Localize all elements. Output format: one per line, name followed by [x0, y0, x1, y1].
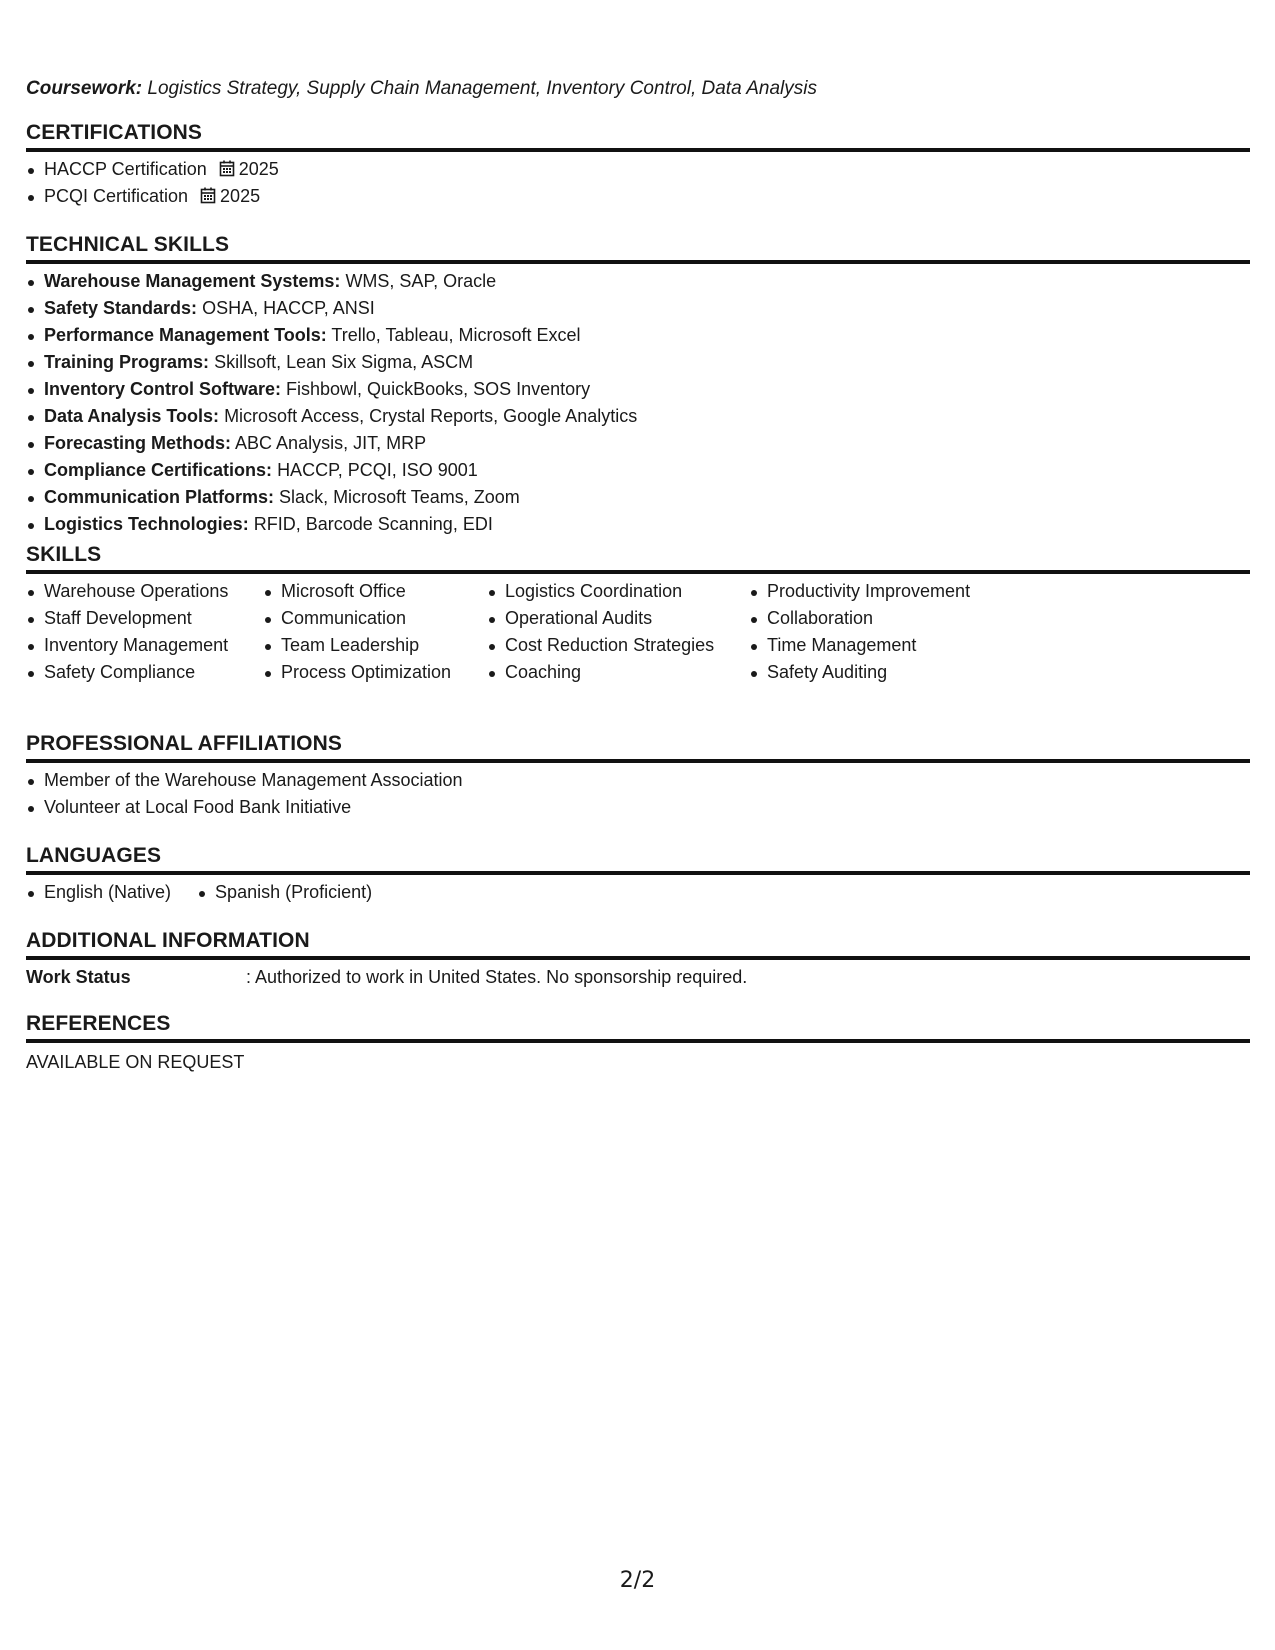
references-text: AVAILABLE ON REQUEST — [26, 1052, 245, 1072]
work-status-label: Work Status — [26, 967, 131, 987]
list-item: Process Optimization — [263, 659, 487, 686]
list-item: Volunteer at Local Food Bank Initiative — [26, 794, 1250, 821]
work-status-value: : Authorized to work in United States. No sponsorship required. — [246, 967, 748, 987]
section-divider — [26, 956, 1250, 960]
section-divider — [26, 570, 1250, 574]
skills-columns — [26, 578, 1250, 686]
tech-skill-value: Trello, Tableau, Microsoft Excel — [331, 325, 581, 345]
technical-skills-list — [26, 268, 1250, 538]
section-title-references: REFERENCES — [26, 1012, 171, 1035]
list-item — [26, 376, 1250, 403]
section-divider — [26, 871, 1250, 875]
list-item — [26, 430, 1250, 457]
tech-skill-value: Fishbowl, QuickBooks, SOS Inventory — [286, 379, 591, 399]
tech-skill-label: Warehouse Management Systems: — [44, 271, 341, 291]
section-title-languages: LANGUAGES — [26, 844, 162, 867]
list-item: Inventory Management — [26, 632, 263, 659]
skills-column — [263, 578, 487, 686]
list-item: Communication — [263, 605, 487, 632]
list-item — [26, 322, 1250, 349]
tech-skill-value: RFID, Barcode Scanning, EDI — [253, 514, 493, 534]
skills-section — [26, 542, 1250, 686]
section-divider — [26, 148, 1250, 152]
tech-skill-label: Compliance Certifications: — [44, 460, 273, 480]
section-divider — [26, 1039, 1250, 1043]
list-item: English (Native) — [26, 879, 171, 906]
tech-skill-value: OSHA, HACCP, ANSI — [202, 298, 375, 318]
list-item: Team Leadership — [263, 632, 487, 659]
list-item: Time Management — [749, 632, 1009, 659]
list-item — [26, 349, 1250, 376]
certifications-section — [26, 120, 1250, 210]
list-item: Microsoft Office — [263, 578, 487, 605]
coursework-line — [26, 78, 817, 100]
skills-column — [26, 578, 263, 686]
list-item: Safety Auditing — [749, 659, 1009, 686]
languages-list — [26, 879, 1250, 906]
tech-skill-label: Safety Standards: — [44, 298, 198, 318]
calendar-icon — [200, 185, 216, 212]
references-section — [26, 1011, 1250, 1076]
languages-section — [26, 843, 1250, 906]
section-divider — [26, 759, 1250, 763]
certification-year: 2025 — [220, 186, 261, 206]
list-item — [26, 156, 1250, 183]
list-item: Spanish (Proficient) — [197, 879, 372, 906]
certification-year: 2025 — [238, 159, 279, 179]
tech-skill-label: Data Analysis Tools: — [44, 406, 220, 426]
list-item — [26, 484, 1250, 511]
tech-skill-label: Communication Platforms: — [44, 487, 275, 507]
section-title-additional-info: ADDITIONAL INFORMATION — [26, 929, 310, 952]
coursework-text: Logistics Strategy, Supply Chain Management, Inventory Control, Data Analysis — [147, 78, 817, 99]
list-item: Operational Audits — [487, 605, 749, 632]
additional-info-section — [26, 928, 1250, 991]
list-item — [26, 511, 1250, 538]
page-number: 2/2 — [619, 1568, 656, 1593]
section-divider — [26, 260, 1250, 264]
tech-skill-label: Logistics Technologies: — [44, 514, 249, 534]
list-item: Coaching — [487, 659, 749, 686]
list-item: Productivity Improvement — [749, 578, 1009, 605]
list-item: Collaboration — [749, 605, 1009, 632]
tech-skill-label: Training Programs: — [44, 352, 210, 372]
list-item: Member of the Warehouse Management Association — [26, 767, 1250, 794]
certifications-list — [26, 156, 1250, 210]
certification-name: PCQI Certification — [44, 186, 189, 206]
tech-skill-value: WMS, SAP, Oracle — [345, 271, 497, 291]
list-item: Safety Compliance — [26, 659, 263, 686]
skills-column — [487, 578, 749, 686]
tech-skill-value: ABC Analysis, JIT, MRP — [235, 433, 427, 453]
section-title-technical-skills: TECHNICAL SKILLS — [26, 233, 230, 256]
list-item: Staff Development — [26, 605, 263, 632]
list-item — [26, 457, 1250, 484]
tech-skill-label: Forecasting Methods: — [44, 433, 232, 453]
affiliations-list — [26, 767, 1250, 821]
tech-skill-value: HACCP, PCQI, ISO 9001 — [277, 460, 478, 480]
tech-skill-value: Skillsoft, Lean Six Sigma, ASCM — [214, 352, 474, 372]
tech-skill-value: Microsoft Access, Crystal Reports, Google Analytics — [224, 406, 638, 426]
work-status-row — [26, 964, 1250, 991]
tech-skill-label: Performance Management Tools: — [44, 325, 327, 345]
list-item — [26, 295, 1250, 322]
list-item: Cost Reduction Strategies — [487, 632, 749, 659]
list-item — [26, 268, 1250, 295]
calendar-icon — [219, 158, 235, 185]
section-title-affiliations: PROFESSIONAL AFFILIATIONS — [26, 732, 342, 755]
section-title-skills: SKILLS — [26, 543, 102, 566]
list-item: Warehouse Operations — [26, 578, 263, 605]
certification-name: HACCP Certification — [44, 159, 207, 179]
section-title-certifications: CERTIFICATIONS — [26, 121, 203, 144]
coursework-label: Coursework: — [26, 78, 143, 99]
affiliations-section — [26, 731, 1250, 821]
technical-skills-section — [26, 232, 1250, 538]
tech-skill-label: Inventory Control Software: — [44, 379, 282, 399]
list-item: Logistics Coordination — [487, 578, 749, 605]
list-item — [26, 403, 1250, 430]
list-item — [26, 183, 1250, 210]
skills-column — [749, 578, 1009, 686]
tech-skill-value: Slack, Microsoft Teams, Zoom — [279, 487, 520, 507]
